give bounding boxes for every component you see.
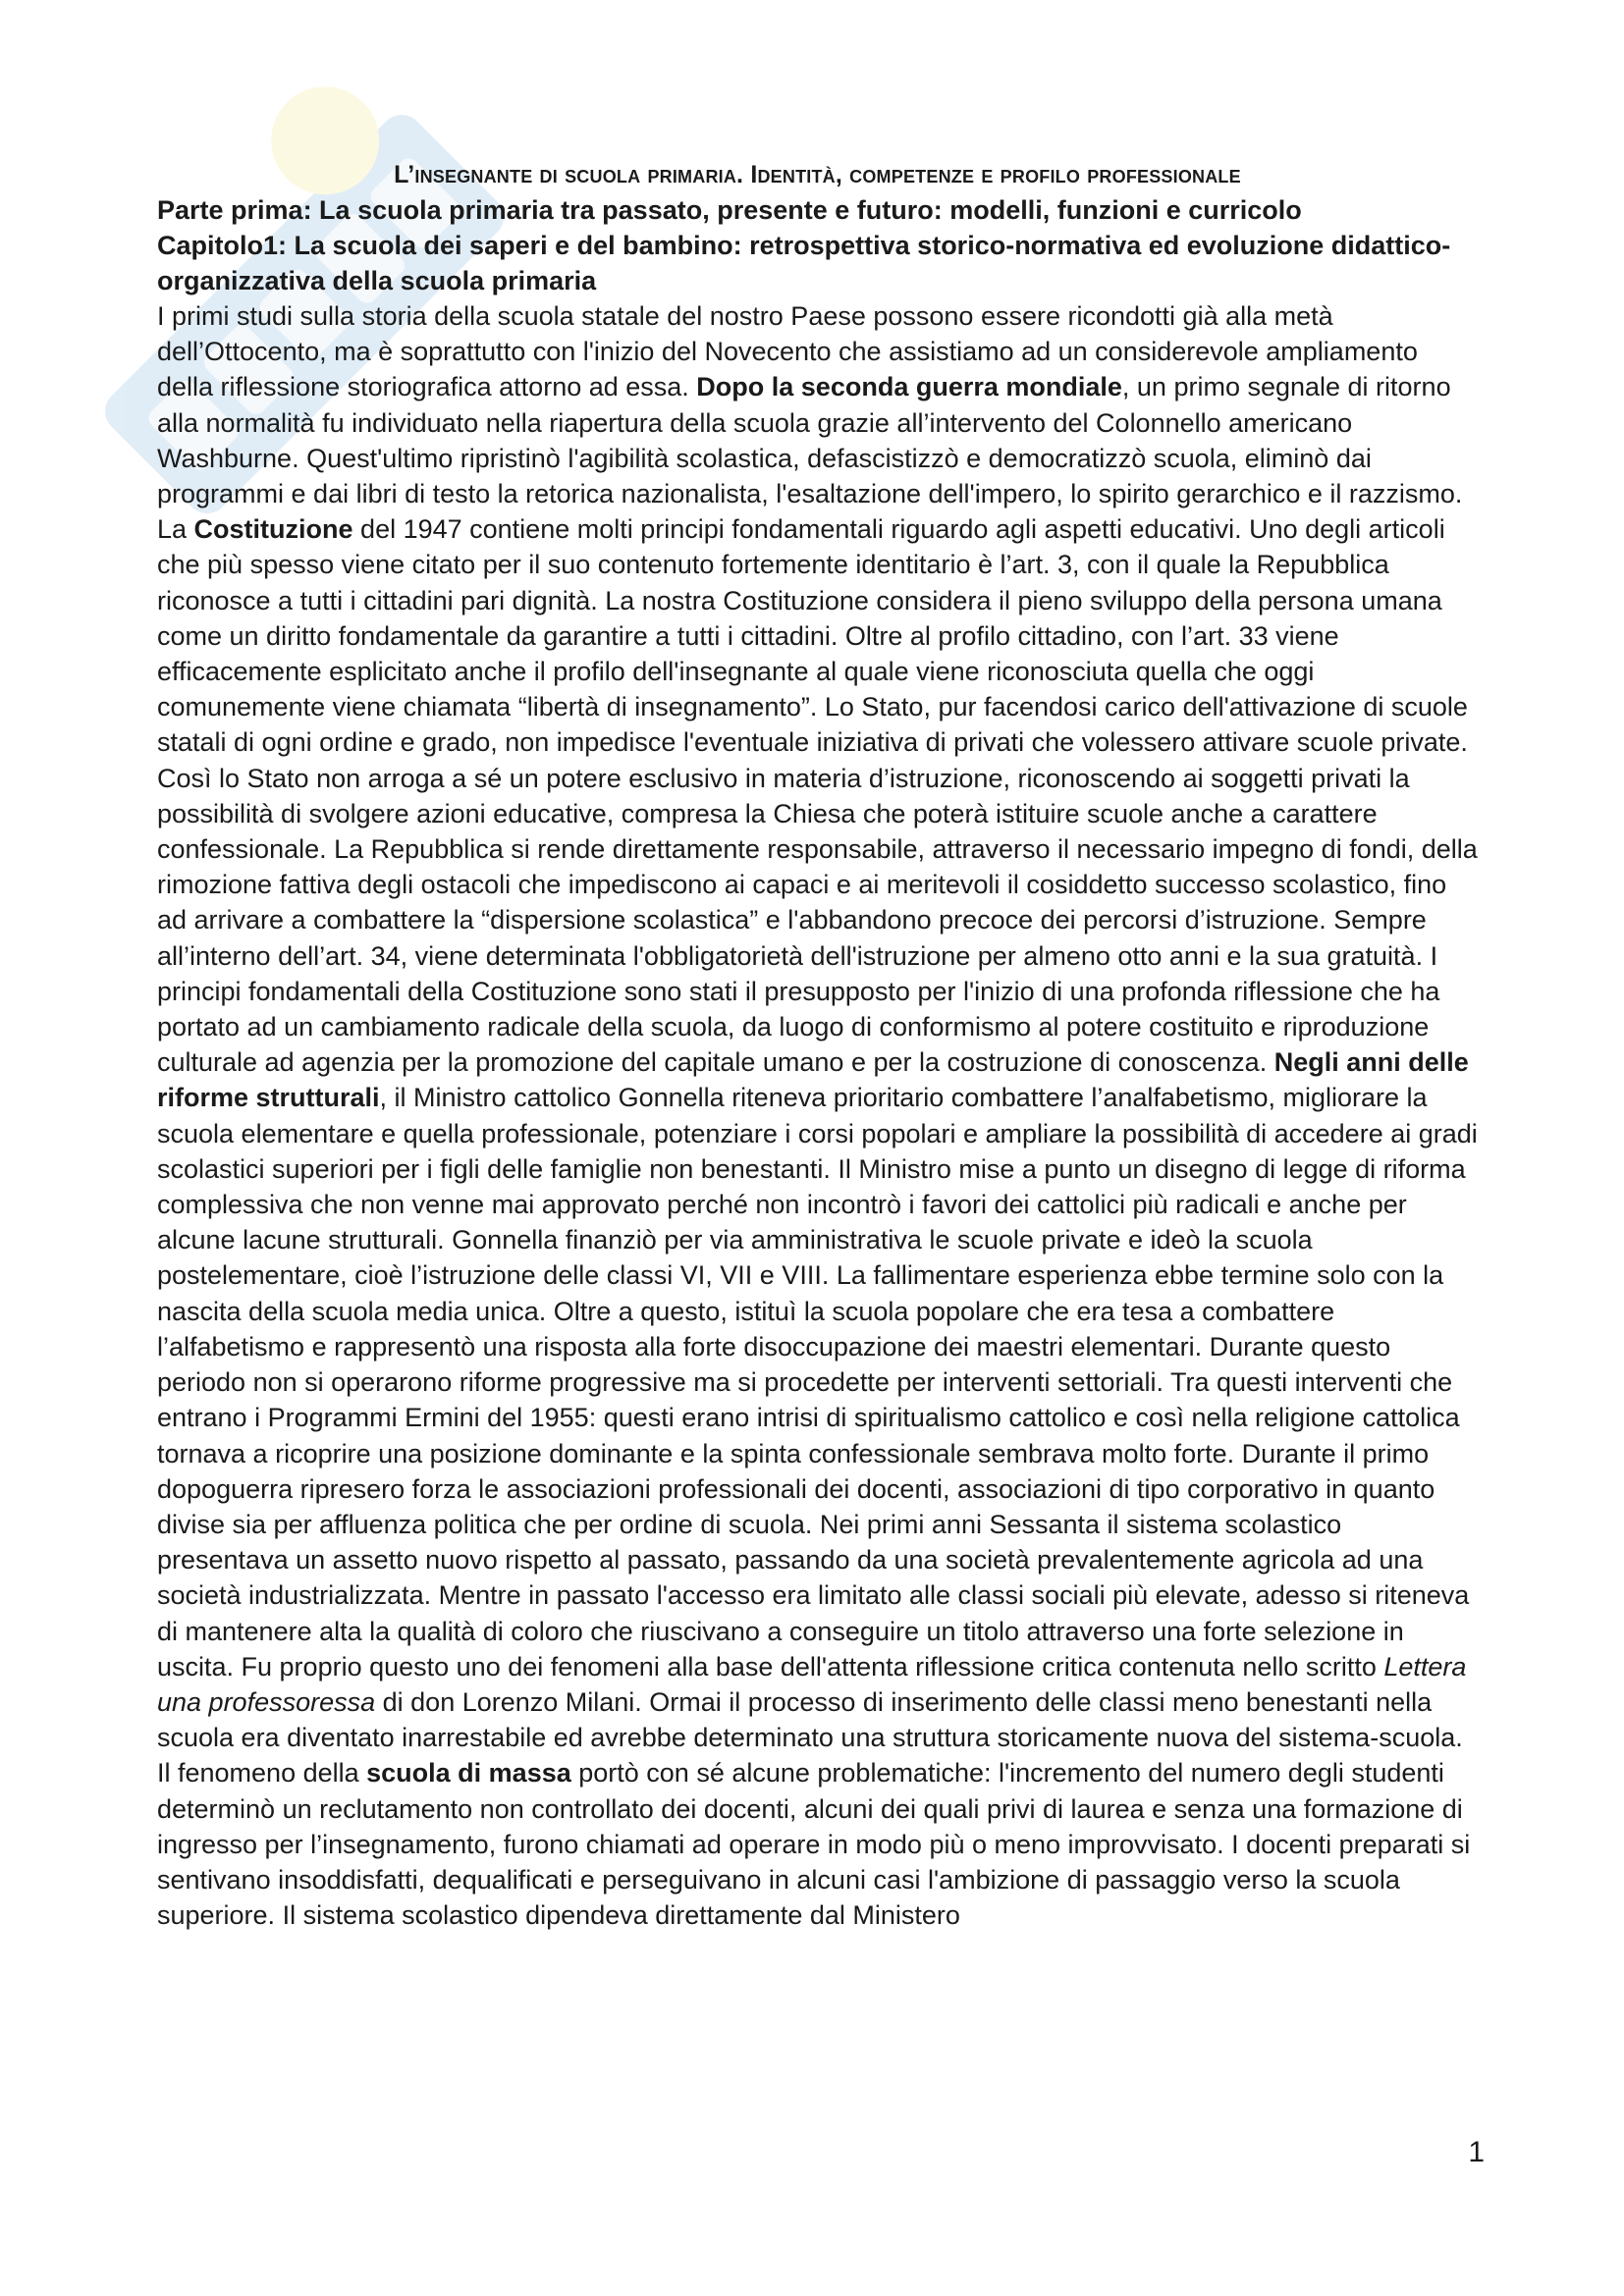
chapter-heading: Capitolo1: La scuola dei saperi e del bambino: retrospettiva storico-normativa ed evoluzione didattico-organizzativa della scuola primaria (157, 231, 1451, 295)
bold-term: Costituzione (193, 514, 353, 545)
document-title: L’insegnante di scuola primaria. Identità, competenze e profilo professionale (394, 161, 1241, 188)
bold-term: Dopo la seconda guerra mondiale (696, 372, 1122, 402)
bold-term: scuola di massa (366, 1758, 571, 1789)
bold-term: Negli anni delle riforme strutturali (157, 1047, 1469, 1113)
text-run: I primi studi sulla storia della scuola statale del nostro Paese possono essere ricondotti già alla metà dell’Ottocento, ma è soprattutto con l'inizio del Novecento che assistiamo ad un considerevole ampliamento della riflessione storiografica attorno ad essa. (157, 301, 1418, 402)
page-number: 1 (1468, 2136, 1485, 2168)
text-run: , un primo segnale di ritorno alla normalità fu individuato nella riapertura della scuola grazie all’intervento del Colonnello americano Washburne. Quest'ultimo ripristinò l'agibilità scolastica, defascistizzò e democratizzò scuola, eliminò dai programmi e dai libri di testo la retorica nazionalista, l'esaltazione dell'impero, lo spirito gerarchico e il razzismo. La (157, 372, 1463, 545)
part-heading: Parte prima: La scuola primaria tra passato, presente e futuro: modelli, funzioni e curricolo (157, 195, 1302, 225)
text-run: portò con sé alcune problematiche: l'incremento del numero degli studenti determinò un reclutamento non controllato dei docenti, alcuni dei quali privi di laurea e senza una formazione di ingresso per l’insegnamento, furono chiamati ad operare in modo più o meno improvvisato. I docenti preparati si sentivano insoddisfatti, dequalificati e perseguivano in alcuni casi l'ambizione di passaggio verso la scuola superiore. Il sistema scolastico dipendeva direttamente dal Ministero (157, 1758, 1471, 1931)
document-content (157, 157, 1478, 1933)
body-paragraph (157, 298, 1478, 1933)
text-run: di don Lorenzo Milani. Ormai il processo di inserimento delle classi meno benestanti nella scuola era diventato inarrestabile ed avrebbe determinato una struttura storicamente nuova del sistema-scuola. Il fenomeno della (157, 1686, 1463, 1789)
italic-title: Lettera una professoressa (157, 1651, 1467, 1717)
text-run: del 1947 contiene molti principi fondamentali riguardo agli aspetti educativi. Uno degli articoli che più spesso viene citato per il suo contenuto fortemente identitario è l’art. 3, con il quale la Repubblica riconosce a tutti i cittadini pari dignità. La nostra Costituzione considera il pieno sviluppo della persona umana come un diritto fondamentale da garantire a tutti i cittadini. Oltre al profilo cittadino, con l’art. 33 viene efficacemente esplicitato anche il profilo dell'insegnante al quale viene riconosciuta quella che oggi comunemente viene chiamata “libertà di insegnamento”. Lo Stato, pur facendosi carico dell'attivazione di scuole statali di ogni ordine e grado, non impedisce l'eventuale iniziativa di privati che volessero attivare scuole private. Così lo Stato non arroga a sé un potere esclusivo in materia d’istruzione, riconoscendo ai soggetti privati la possibilità di svolgere azioni educative, compresa la Chiesa che poterà istituire scuole anche a carattere confessionale. La Repubblica si rende direttamente responsabile, attraverso il necessario impegno di fondi, della rimozione fattiva degli ostacoli che impediscono ai capaci e ai meritevoli il cosiddetto successo scolastico, fino ad arrivare a combattere la “dispersione scolastica” e l'abbandono precoce dei percorsi d’istruzione. Sempre all’interno dell’art. 34, viene determinata l'obbligatorietà dell'istruzione per almeno otto anni e la sua gratuità. I principi fondamentali della Costituzione sono stati il presupposto per l'inizio di una profonda riflessione che ha portato ad un cambiamento radicale della scuola, da luogo di conformismo al potere costituito e riproduzione culturale ad agenzia per la promozione del capitale umano e per la costruzione di conoscenza. (157, 514, 1478, 1078)
text-run: , il Ministro cattolico Gonnella riteneva prioritario combattere l’analfabetismo, migliorare la scuola elementare e quella professionale, potenziare i corsi popolari e ampliare la possibilità di accedere ai gradi scolastici superiori per i figli delle famiglie non benestanti. Il Ministro mise a punto un disegno di legge di riforma complessiva che non venne mai approvato perché non incontrò i favori dei cattolici più radicali e anche per alcune lacune strutturali. Gonnella finanziò per via amministrativa le scuole private e ideò la scuola postelementare, cioè l’istruzione delle classi VI, VII e VIII. La fallimentare esperienza ebbe termine solo con la nascita della scuola media unica. Oltre a questo, istituì la scuola popolare che era tesa a combattere l’alfabetismo e rappresentò una risposta alla forte disoccupazione dei maestri elementari. Durante questo periodo non si operarono riforme progressive ma si procedette per interventi settoriali. Tra questi interventi che entrano i Programmi Ermini del 1955: questi erano intrisi di spiritualismo cattolico e così nella religione cattolica tornava a ricoprire una posizione dominante e la spinta confessionale sembrava molto forte. Durante il primo dopoguerra ripresero forza le associazioni professionali dei docenti, associazioni di tipo corporativo in quanto divise sia per affluenza politica che per ordine di scuola. Nei primi anni Sessanta il sistema scolastico presentava un assetto nuovo rispetto al passato, passando da una società prevalentemente agricola ad una società industrializzata. Mentre in passato l'accesso era limitato alle classi sociali più elevate, adesso si riteneva di mantenere alta la qualità di coloro che riuscivano a conseguire un titolo attraverso una forte selezione in uscita. Fu proprio questo uno dei fenomeni alla base dell'attenta riflessione critica contenuta nello scritto (157, 1083, 1478, 1682)
